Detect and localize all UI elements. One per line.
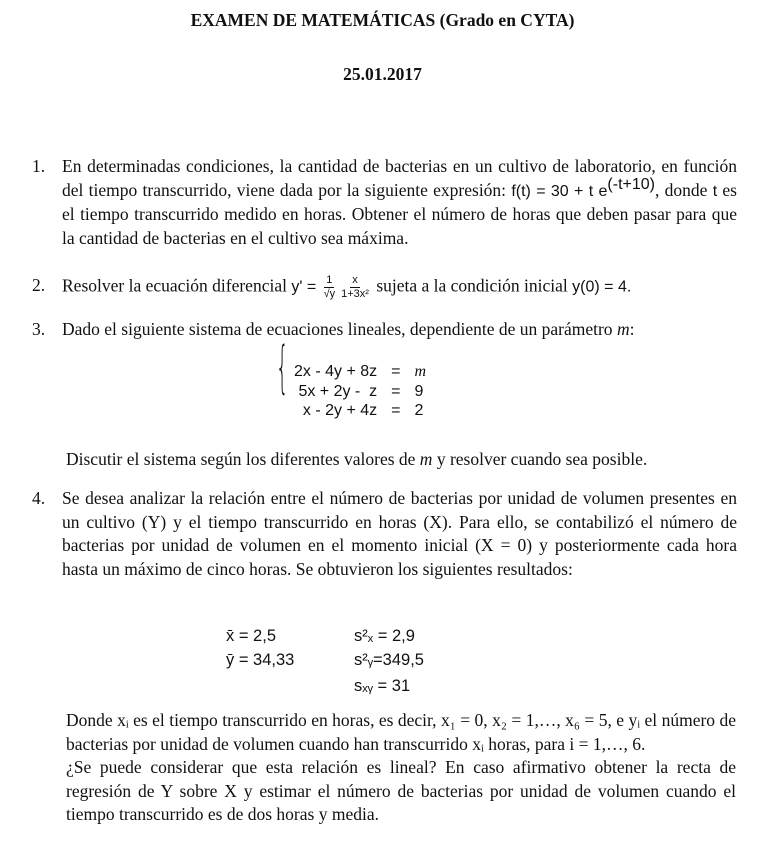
formula-exponent: (-t+10) bbox=[607, 175, 655, 193]
mean-x: x̄ = 2,5 bbox=[226, 627, 276, 645]
question-3 bbox=[32, 318, 737, 342]
initial-condition: y(0) = 4. bbox=[572, 278, 632, 296]
question-4-details bbox=[66, 709, 736, 827]
covariance-xy: sₓᵧ = 31 bbox=[354, 677, 411, 695]
variance-y: s²ᵧ=349,5 bbox=[354, 651, 424, 669]
question-text: En determinadas condiciones, la cantidad de bacterias en un cultivo de laboratorio, en función del tiempo transcurrido, viene dada por la siguiente expresión: f(t) = 30 + t $e^{(-t+10)}$, donde t es el tiempo transcurrido medido en horas. Obtener el número de horas que deben pasar para que la cantidad de bacterias en el cultivo sea máxima. bbox=[62, 156, 737, 248]
equation-row: 2x - 4y + 8z = m bbox=[294, 363, 427, 380]
question-number: 4. bbox=[32, 488, 46, 508]
question-number: 3. bbox=[32, 319, 46, 339]
equation-row: 5x + 2y - z = 9 bbox=[298, 382, 424, 400]
fraction-1: $\frac{1}{√y}$ bbox=[323, 274, 336, 300]
question-number: 2. bbox=[32, 275, 46, 295]
question-1 bbox=[32, 155, 737, 250]
brace: { bbox=[276, 335, 289, 400]
question-intro: Se desea analizar la relación entre el número de bacterias por unidad de volumen presentes en un cultivo (Y) y el tiempo transcurrido en horas (X). Para ello, se contabilizó el número de bacterias por unidad de volumen en el momento inicial (X = 0) y posteriormente cada hora hasta un máximo de cinco horas. Se obtuvieron los siguientes resultados: bbox=[62, 488, 737, 579]
question-number: 1. bbox=[32, 156, 46, 176]
question-text: Resolver la ecuación diferencial y' = $\frac{1}{√y}$ $\frac{x}{\text{1+3x²}}$ sujeta a la condición inicial y(0) = 4. bbox=[62, 274, 632, 300]
fraction-2: $\frac{x}{\text{1+3x²}}$ bbox=[341, 274, 369, 300]
question-4 bbox=[32, 487, 737, 581]
linear-system bbox=[276, 335, 430, 421]
question-text: Dado el siguiente sistema de ecuaciones lineales, dependiente de un parámetro m: bbox=[62, 319, 635, 339]
mean-y: ȳ = 34,33 bbox=[226, 651, 295, 669]
question-2 bbox=[32, 274, 737, 301]
exam-date: 25.01.2017 bbox=[343, 64, 422, 84]
donde-text: Donde xᵢ es el tiempo transcurrido en horas, es decir, x₁ = 0, x₂ = 1,…, x₆ = 5, e yᵢ el número de bacterias por unidad de volumen cuando han transcurrido xᵢ horas, para i = 1,…, 6. bbox=[66, 710, 736, 754]
exam-title: EXAMEN DE MATEMÁTICAS (Grado en CYTA) bbox=[190, 10, 575, 30]
discuss-instruction: Discutir el sistema según los diferentes valores de m y resolver cuando sea posible. bbox=[66, 449, 648, 469]
variance-x: s²ₓ = 2,9 bbox=[354, 627, 415, 645]
formula: f(t) = 30 + t e bbox=[511, 182, 608, 200]
equation-lhs: y' = bbox=[291, 278, 317, 296]
equation-row: x - 2y + 4z = 2 bbox=[302, 402, 424, 419]
question-4-task: ¿Se puede considerar que esta relación es lineal? En caso afirmativo obtener la recta de regresión de Y sobre X y estimar el número de bacterias por unidad de volumen cuando el tiempo transcurrido es de dos horas y media. bbox=[66, 757, 736, 824]
